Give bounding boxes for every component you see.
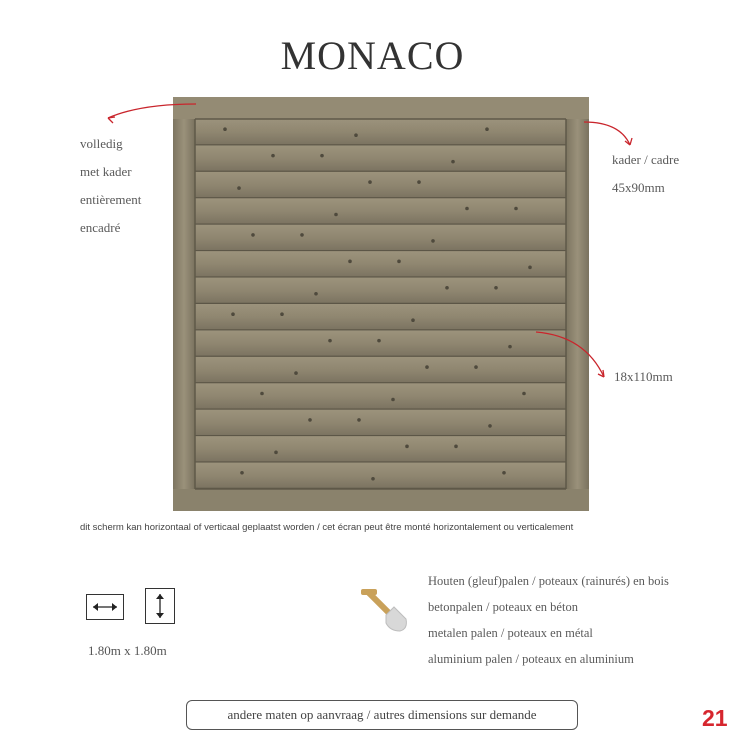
label-entierement: entièrement <box>80 192 142 207</box>
plank <box>195 410 566 436</box>
plank <box>195 357 566 383</box>
page-number: 21 <box>702 705 728 731</box>
wood-knot <box>474 365 478 369</box>
wood-knot <box>522 392 526 396</box>
plank <box>195 304 566 330</box>
label-volledig: volledig <box>80 136 123 151</box>
wood-knot <box>377 339 381 343</box>
wood-knot <box>494 286 498 290</box>
wood-knot <box>445 286 449 290</box>
plank <box>195 198 566 224</box>
wood-knot <box>280 312 284 316</box>
wood-knot <box>260 392 264 396</box>
wood-knot <box>294 371 298 375</box>
wood-knot <box>328 339 332 343</box>
page-title: MONACO <box>280 33 465 78</box>
post-wood: Houten (gleuf)palen / poteaux (rainurés) en bois <box>428 574 669 588</box>
wood-knot <box>251 233 255 237</box>
frame-left <box>173 97 195 511</box>
wood-knot <box>528 266 532 270</box>
frame-size: 45x90mm <box>612 180 665 195</box>
custom-sizes-note: andere maten op aanvraag / autres dimensions sur demande <box>186 700 578 730</box>
frame-right <box>566 117 589 511</box>
wood-knot <box>502 471 506 475</box>
wood-knot <box>465 207 469 211</box>
wood-knot <box>237 186 241 190</box>
wood-knot <box>431 239 435 243</box>
board-size: 18x110mm <box>614 369 673 384</box>
wood-knot <box>514 207 518 211</box>
wood-knot <box>508 345 512 349</box>
wood-knot <box>417 180 421 184</box>
plank <box>195 251 566 277</box>
wood-knot <box>334 213 338 217</box>
wood-knot <box>371 477 375 481</box>
plank <box>195 119 566 145</box>
post-aluminium: aluminium palen / poteaux en aluminium <box>428 652 634 666</box>
plank <box>195 463 566 489</box>
plank <box>195 436 566 462</box>
wood-knot <box>271 154 275 158</box>
wood-knot <box>314 292 318 296</box>
wood-knot <box>451 160 455 164</box>
wood-knot <box>354 133 358 137</box>
wood-knot <box>454 445 458 449</box>
wood-knot <box>411 318 415 322</box>
wood-knot <box>231 312 235 316</box>
plank <box>195 145 566 171</box>
wood-knot <box>320 154 324 158</box>
frame-bottom <box>173 489 589 511</box>
wood-knot <box>405 445 409 449</box>
shovel-icon <box>358 585 410 635</box>
post-metal: metalen palen / poteaux en métal <box>428 626 593 640</box>
wood-knot <box>308 418 312 422</box>
wood-knot <box>348 260 352 264</box>
wood-knot <box>368 180 372 184</box>
wood-knot <box>485 127 489 131</box>
plank <box>195 278 566 304</box>
wood-knot <box>223 127 227 131</box>
wood-knot <box>425 365 429 369</box>
orientation-caption: dit scherm kan horizontaal of verticaal geplaatst worden / cet écran peut être monté horizontalement ou verticalement <box>80 522 574 533</box>
wood-knot <box>391 398 395 402</box>
label-met-kader: met kader <box>80 164 132 179</box>
post-options-list <box>428 568 669 672</box>
label-encadre: encadré <box>80 220 121 235</box>
arrow-frame-icon <box>584 122 630 145</box>
plank <box>195 225 566 251</box>
plank <box>195 330 566 356</box>
wood-knot <box>274 451 278 455</box>
wood-knot <box>357 418 361 422</box>
panel-dimensions: 1.80m x 1.80m <box>88 643 167 658</box>
wood-knot <box>397 260 401 264</box>
horizontal-arrow-icon <box>86 594 124 620</box>
wood-knot <box>240 471 244 475</box>
plank <box>195 383 566 409</box>
post-concrete: betonpalen / poteaux en béton <box>428 600 578 614</box>
frame-description <box>80 130 141 242</box>
wood-knot <box>488 424 492 428</box>
vertical-arrow-icon <box>145 588 175 624</box>
frame-top <box>173 97 589 119</box>
plank <box>195 172 566 198</box>
wood-knot <box>300 233 304 237</box>
fence-panel <box>173 97 589 511</box>
frame-label: kader / cadre <box>612 152 680 167</box>
